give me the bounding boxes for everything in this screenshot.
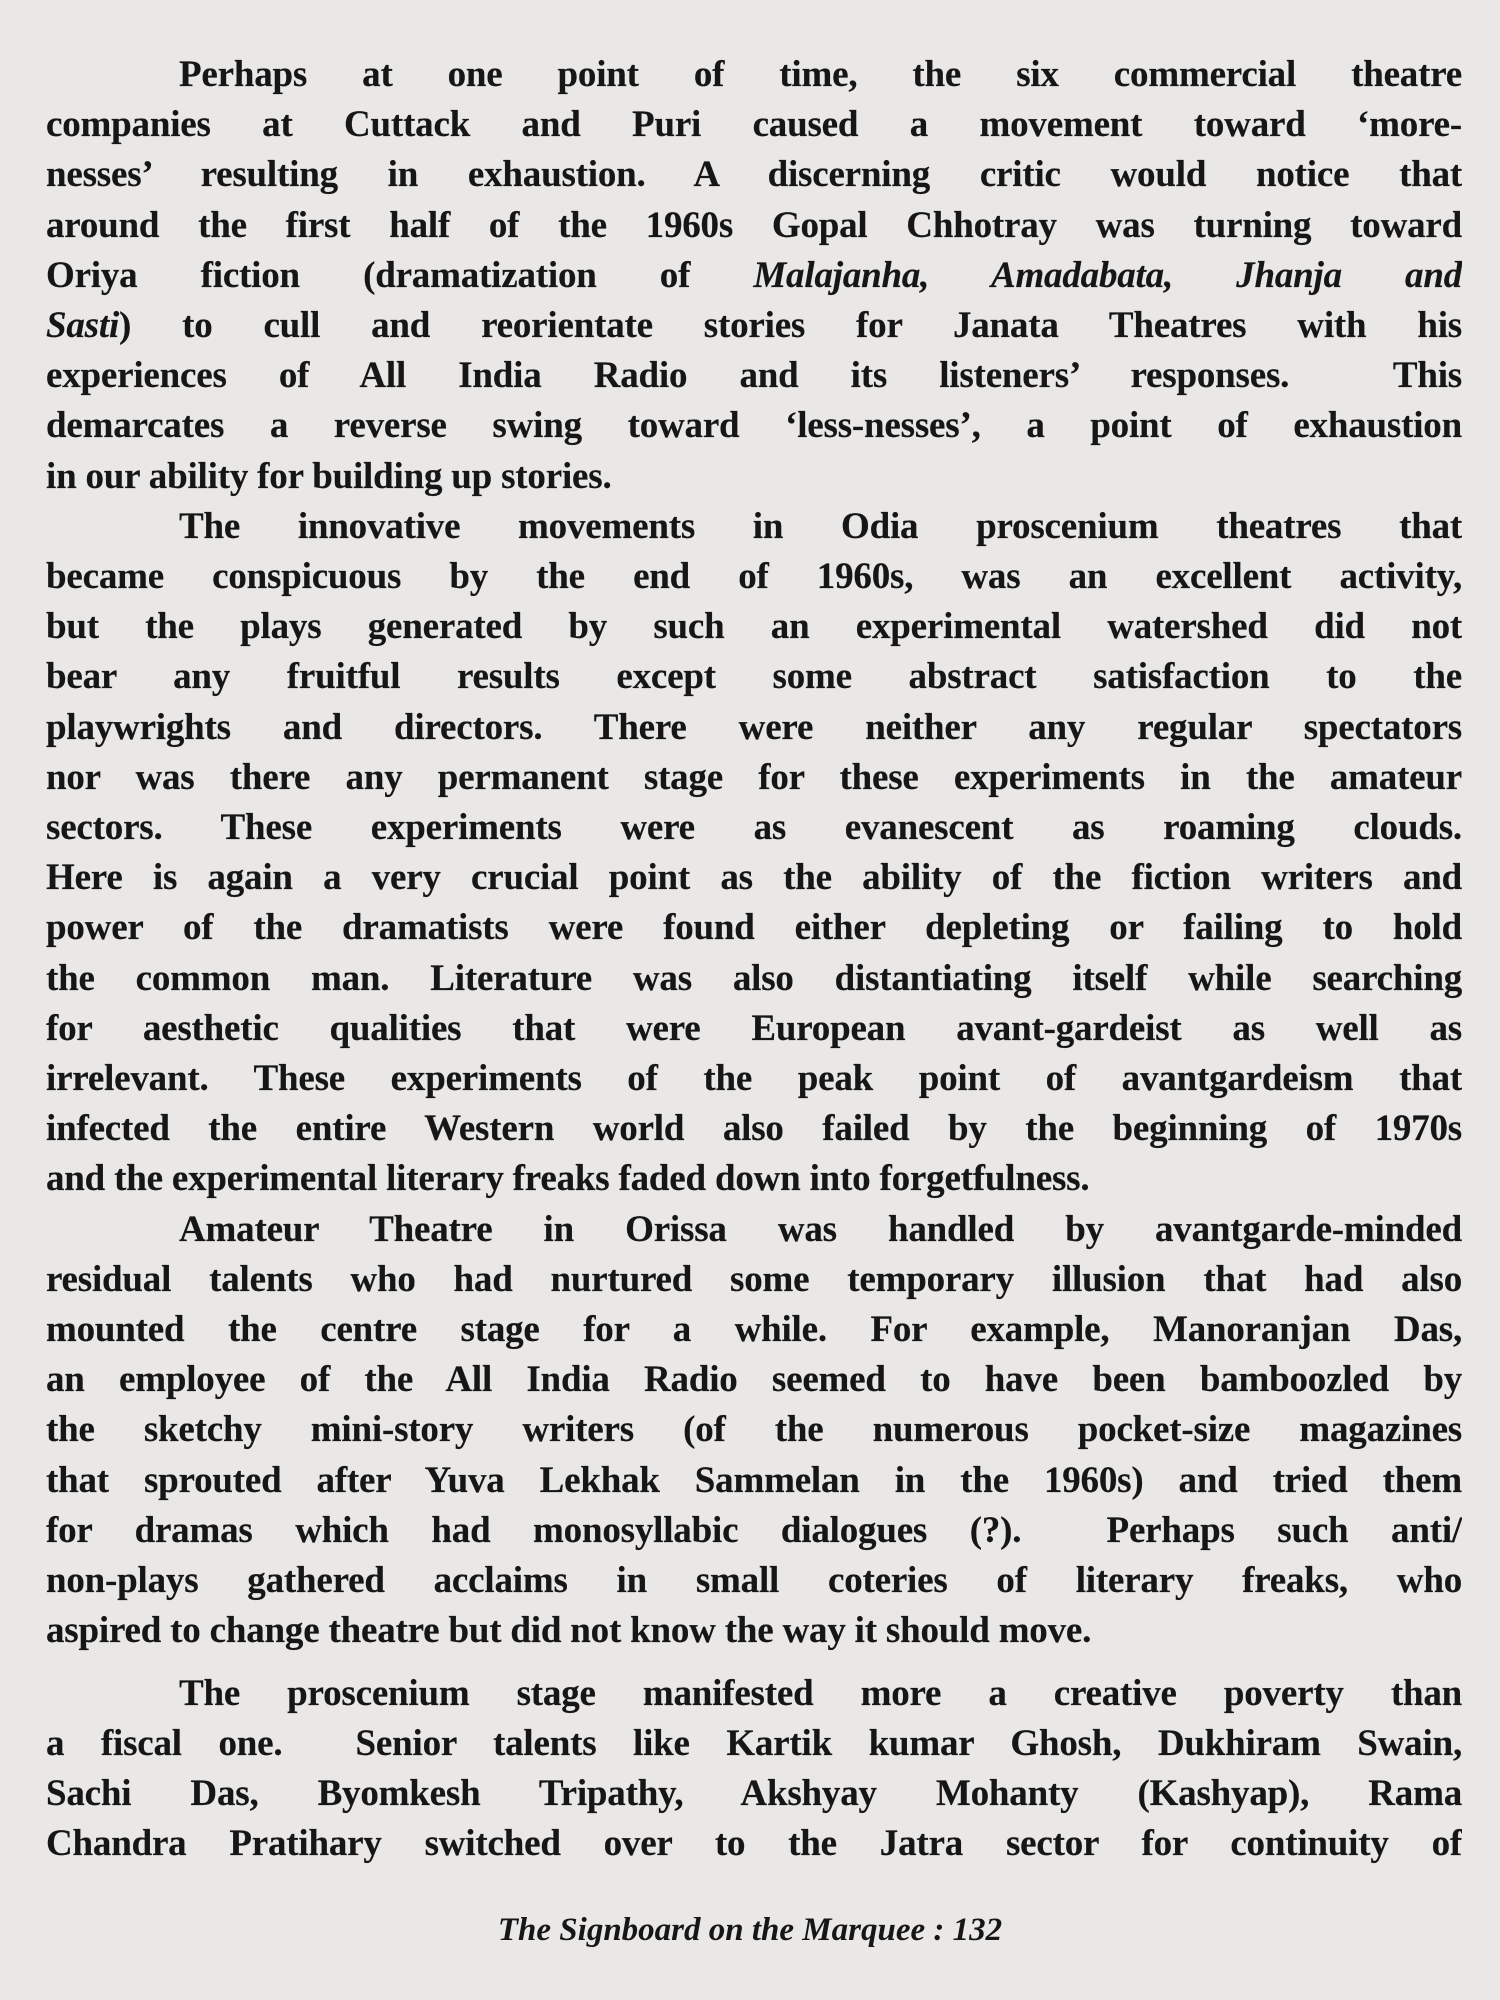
text-line — [46, 401, 1462, 451]
text-line — [46, 1769, 1462, 1819]
text-line — [46, 1205, 1462, 1255]
text-line — [46, 954, 1462, 1004]
text-segment: Chandra Pratihary switched over to the Jatra sector for continuity of — [46, 1823, 1462, 1865]
text-line — [46, 1355, 1462, 1405]
text-segment: The innovative movements in Odia proscenium theatres that — [179, 505, 1462, 547]
text-segment: ) to cull and reorientate stories for Janata Theatres with his — [119, 305, 1462, 347]
text-segment: in our ability for building up stories. — [46, 455, 612, 497]
text-segment: that sprouted after Yuva Lekhak Sammelan in the 1960s) and tried them — [46, 1459, 1462, 1501]
text-segment: the sketchy mini-story writers (of the numerous pocket-size magazines — [46, 1409, 1462, 1451]
text-line — [46, 100, 1462, 150]
text-segment: aspired to change theatre but did not know the way it should move. — [46, 1610, 1092, 1652]
text-segment: for dramas which had monosyllabic dialogues (?). Perhaps such anti/ — [46, 1509, 1462, 1551]
page-footer: The Signboard on the Marquee : 132 — [497, 1912, 1003, 1948]
text-line — [46, 1255, 1462, 1305]
text-line — [46, 602, 1462, 652]
text-line — [46, 703, 1462, 753]
text-segment: Amateur Theatre in Orissa was handled by avantgarde-minded — [179, 1208, 1462, 1250]
text-segment: the common man. Literature was also distantiating itself while searching — [46, 957, 1462, 999]
text-line — [46, 50, 1462, 100]
text-segment: Perhaps at one point of time, the six commercial theatre — [179, 54, 1462, 95]
text-line — [46, 803, 1462, 853]
text-line — [46, 1154, 1462, 1204]
text-line — [46, 301, 1462, 351]
text-line — [46, 1054, 1462, 1104]
text-line — [46, 1819, 1462, 1869]
text-line — [46, 652, 1462, 702]
text-segment: but the plays generated by such an experimental watershed did not — [46, 606, 1462, 648]
text-line — [46, 1556, 1462, 1606]
text-line — [46, 1606, 1462, 1656]
text-segment: Oriya fiction (dramatization of — [46, 254, 754, 296]
text-segment: Here is again a very crucial point as the ability of the fiction writers and — [46, 857, 1462, 899]
text-segment: sectors. These experiments were as evanescent as roaming clouds. — [46, 807, 1462, 849]
paragraph — [46, 502, 1462, 1205]
text-line — [46, 1405, 1462, 1455]
page-body — [46, 50, 1462, 1869]
text-segment: Sachi Das, Byomkesh Tripathy, Akshyay Mohanty (Kashyap), Rama — [46, 1772, 1462, 1814]
text-segment: playwrights and directors. There were neither any regular spectators — [46, 706, 1462, 748]
text-segment: experiences of All India Radio and its listeners’ responses. This — [46, 355, 1462, 397]
text-segment: mounted the centre stage for a while. For example, Manoranjan Das, — [46, 1309, 1462, 1351]
text-segment: for aesthetic qualities that were European avant-gardeist as well as — [46, 1007, 1462, 1049]
italic-title-text: Sasti — [46, 305, 120, 347]
text-line — [46, 853, 1462, 903]
text-segment: nor was there any permanent stage for these experiments in the amateur — [46, 756, 1462, 798]
text-line — [46, 502, 1462, 552]
text-line — [46, 753, 1462, 803]
text-line — [46, 552, 1462, 602]
text-segment: bear any fruitful results except some abstract satisfaction to the — [46, 656, 1462, 698]
text-segment: non-plays gathered acclaims in small coteries of literary freaks, who — [46, 1560, 1462, 1602]
text-segment: around the first half of the 1960s Gopal Chhotray was turning toward — [46, 204, 1462, 246]
text-segment: demarcates a reverse swing toward ‘less-nesses’, a point of exhaustion — [46, 405, 1462, 447]
text-line — [46, 1506, 1462, 1556]
text-line — [46, 150, 1462, 200]
text-line — [46, 1305, 1462, 1355]
text-line — [46, 903, 1462, 953]
text-line — [46, 1456, 1462, 1506]
text-line — [46, 452, 1462, 502]
text-segment: companies at Cuttack and Puri caused a movement toward ‘more- — [46, 104, 1462, 146]
paragraph — [46, 1205, 1462, 1657]
text-segment: and the experimental literary freaks faded down into forgetfulness. — [46, 1158, 1090, 1200]
text-line — [46, 251, 1462, 301]
text-segment: a fiscal one. Senior talents like Kartik kumar Ghosh, Dukhiram Swain, — [46, 1722, 1462, 1764]
text-line — [46, 1104, 1462, 1154]
text-line — [46, 351, 1462, 401]
text-line — [46, 1004, 1462, 1054]
italic-title-text: Malajanha, Amadabata, Jhanja and — [753, 254, 1462, 296]
text-segment: residual talents who had nurtured some temporary illusion that had also — [46, 1258, 1462, 1300]
text-segment: power of the dramatists were found either depleting or failing to hold — [46, 907, 1462, 949]
paragraph — [46, 1669, 1462, 1870]
text-segment: nesses’ resulting in exhaustion. A discerning critic would notice that — [46, 154, 1462, 196]
text-line — [46, 1719, 1462, 1769]
text-segment: became conspicuous by the end of 1960s, was an excellent activity, — [46, 556, 1462, 598]
text-segment: an employee of the All India Radio seemed to have been bamboozled by — [46, 1359, 1462, 1401]
text-segment: irrelevant. These experiments of the peak point of avantgardeism that — [46, 1058, 1462, 1100]
text-segment: The proscenium stage manifested more a creative poverty than — [179, 1672, 1462, 1714]
text-line — [46, 201, 1462, 251]
text-line — [46, 1669, 1462, 1719]
text-segment: infected the entire Western world also failed by the beginning of 1970s — [46, 1108, 1462, 1150]
paragraph — [46, 50, 1462, 502]
